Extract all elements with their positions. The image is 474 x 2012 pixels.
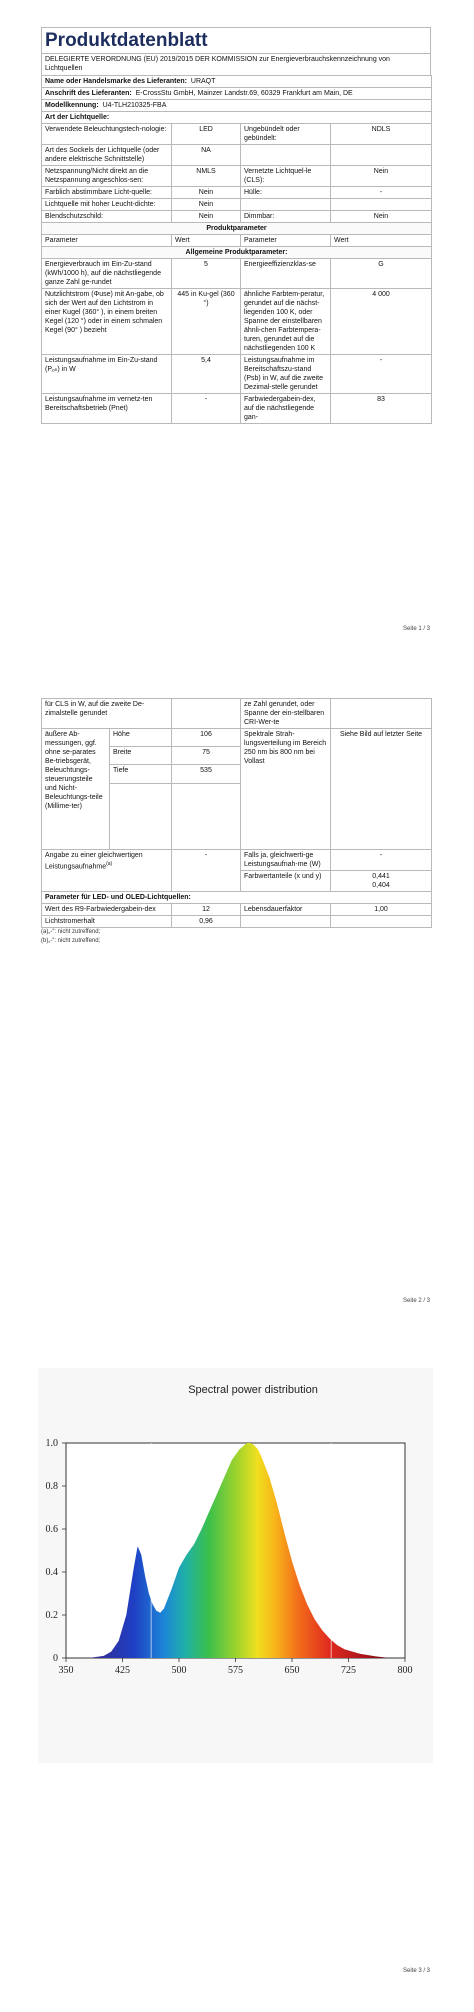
dimensions-label: äußere Ab-messungen, ggf. ohne se-parates Be-triebsgerät, Beleuchtungs-steuerungsteile und Nicht-Beleuchtungs-teile (Millime-ter) <box>42 729 110 850</box>
param-value: 12 <box>172 904 241 916</box>
address-value: E-CrossStu GmbH, Mainzer Landstr.69, 60329 Frankfurt am Main, DE <box>135 90 353 97</box>
type-label: Farblich abstimmbare Licht-quelle: <box>42 187 172 199</box>
type-value: NMLS <box>172 166 241 187</box>
param-label: ze Zahl gerundet, oder Spanne der ein-stellbaren CRI-Wer-te <box>241 699 331 729</box>
param-value: 4 000 <box>331 289 432 355</box>
datasheet-table-continued <box>41 698 432 928</box>
type-value: LED <box>172 124 241 145</box>
param-value: - <box>331 355 432 394</box>
type-label <box>241 145 331 166</box>
footnote: (b)„-“: nicht zutreffend; <box>41 938 101 944</box>
spectral-power-chart <box>38 1368 433 1763</box>
type-label: Ungebündelt oder gebündelt: <box>241 124 331 145</box>
param-label: Energieverbrauch im Ein-Zu-stand (kWh/1000 h), auf die nächstliegende ganze Zahl ge-rundet <box>42 259 172 289</box>
param-row <box>42 289 432 355</box>
param-label: Lebensdauerfaktor <box>241 904 331 916</box>
model-label: Modellkennung: <box>45 102 99 109</box>
model-value: U4-TLH210325-FBA <box>102 102 167 109</box>
supplier-label: Name oder Handelsmarke des Lieferanten: <box>45 78 187 85</box>
footnote: (a)„-“: nicht zutreffend; <box>41 929 101 935</box>
page-2 <box>0 650 474 1330</box>
type-label: Netzspannung/Nicht direkt an die Netzspannung angeschlos-sen: <box>42 166 172 187</box>
datasheet-page-1 <box>41 27 431 424</box>
dimension-row <box>42 729 432 747</box>
type-value: Nein <box>331 211 432 223</box>
page-1 <box>0 0 474 650</box>
x-tick-label: 725 <box>341 1665 356 1676</box>
x-tick-label: 350 <box>58 1665 74 1676</box>
param-label: Farbwiedergabein-dex, auf die nächstliegende gan- <box>241 394 331 424</box>
type-value <box>331 145 432 166</box>
led-params-header: Parameter für LED- und OLED-Lichtquellen: <box>42 892 432 904</box>
y-tick-label: 0.4 <box>45 1567 58 1578</box>
param-label: Wert des R9-Farbwiedergabein-dex <box>42 904 172 916</box>
page-number: Seite 2 / 3 <box>403 1298 431 1304</box>
type-label: Hülle: <box>241 187 331 199</box>
type-row <box>42 124 432 145</box>
datasheet-table <box>41 75 432 424</box>
address-row <box>42 88 432 100</box>
param-row <box>42 394 432 424</box>
dimension-key: Breite <box>110 747 172 765</box>
dimension-value: 106 <box>172 729 241 747</box>
page-number: Seite 1 / 3 <box>403 626 431 632</box>
param-row <box>42 259 432 289</box>
param-label <box>241 916 331 928</box>
param-row <box>42 904 432 916</box>
spectral-chart-image <box>38 1368 433 1763</box>
param-value <box>331 916 432 928</box>
x-tick-label: 500 <box>171 1665 187 1676</box>
type-row <box>42 211 432 223</box>
datasheet-page-2 <box>41 698 431 946</box>
equiv-power-label: Falls ja, gleichwerti-ge Leistungsaufnah-me (W) <box>241 850 331 871</box>
chroma-value: 0,441 0,404 <box>331 871 432 892</box>
page-number: Seite 3 / 3 <box>403 1968 431 1974</box>
type-value: NDLS <box>331 124 432 145</box>
param-label: Energieeffizienzklas-se <box>241 259 331 289</box>
params-header: Produktparameter <box>42 223 432 235</box>
type-label: Dimmbar: <box>241 211 331 223</box>
type-value: NA <box>172 145 241 166</box>
param-value: 1,00 <box>331 904 432 916</box>
col-value: Wert <box>331 235 432 247</box>
model-row <box>42 100 432 112</box>
x-tick-label: 800 <box>397 1665 413 1676</box>
y-tick-label: 1.0 <box>45 1438 58 1449</box>
spectral-value: Siehe Bild auf letzter Seite <box>331 729 432 850</box>
param-row <box>42 850 432 871</box>
param-value: - <box>172 394 241 424</box>
y-tick-label: 0.8 <box>45 1481 58 1492</box>
type-value: Nein <box>172 187 241 199</box>
type-label: Verwendete Beleuchtungstech-nologie: <box>42 124 172 145</box>
param-label: Leistungsaufnahme im Bereitschaftszu-stand (Psb) in W, auf die zweite Dezimal-stelle gerundet <box>241 355 331 394</box>
x-tick-label: 575 <box>228 1665 243 1676</box>
supplier-value: URAQT <box>190 78 216 85</box>
col-value: Wert <box>172 235 241 247</box>
param-label: Nutzlichtstrom (Φuse) mit An-gabe, ob sich der Wert auf den Lichtstrom in einer Kugel (360° ), in einem breiten Kegel (120 °) oder in einem schmalen Kegel (90° ) bezieht <box>42 289 172 355</box>
param-row <box>42 699 432 729</box>
address-label: Anschrift des Lieferanten: <box>45 90 132 97</box>
equiv-power-value: - <box>331 850 432 871</box>
spectral-label: Spektrale Strah-lungsverteilung im Bereich 250 nm bis 800 nm bei Vollast <box>241 729 331 850</box>
dimension-key: Tiefe <box>110 765 172 783</box>
document-subtitle: DELEGIERTE VERORDNUNG (EU) 2019/2015 DER KOMMISSION zur Energieverbrauchskennzeichnung von Lichtquellen <box>41 53 431 75</box>
equiv-value: - <box>172 850 241 892</box>
y-tick-label: 0.6 <box>45 1524 58 1535</box>
x-tick-label: 650 <box>284 1665 300 1676</box>
param-label: Leistungsaufnahme im Ein-Zu-stand (Pₒₙ) in W <box>42 355 172 394</box>
param-label: für CLS in W, auf die zweite De-zimalstelle gerundet <box>42 699 172 729</box>
param-label: ähnliche Farbtem-peratur, gerundet auf die nächst-liegenden 100 K, oder Spanne der einstellbaren ähnli-chen Farbtempera-turen, gerundet auf die nächstliegenden 100 K <box>241 289 331 355</box>
param-label: Leistungsaufnahme im vernetz-ten Bereitschaftsbetrieb (Pnet) <box>42 394 172 424</box>
type-header: Art der Lichtquelle: <box>42 112 432 124</box>
type-label: Lichtquelle mit hoher Leucht-dichte: <box>42 199 172 211</box>
param-value: 0,96 <box>172 916 241 928</box>
param-value: 5,4 <box>172 355 241 394</box>
type-label: Art des Sockels der Lichtquelle (oder andere elektrische Schnittstelle) <box>42 145 172 166</box>
chroma-label: Farbwertanteile (x und y) <box>241 871 331 892</box>
type-row <box>42 187 432 199</box>
type-value <box>331 199 432 211</box>
equiv-label: Angabe zu einer gleichwertigen Leistungsaufnahme$^{(a)}$ <box>42 850 172 892</box>
params-column-header-row <box>42 235 432 247</box>
type-value: Nein <box>172 211 241 223</box>
col-param: Parameter <box>42 235 172 247</box>
dimension-key: Höhe <box>110 729 172 747</box>
type-value: Nein <box>331 166 432 187</box>
param-row <box>42 916 432 928</box>
type-label: Vernetzte Lichtquel-le (CLS): <box>241 166 331 187</box>
supplier-row <box>42 76 432 88</box>
type-value: Nein <box>172 199 241 211</box>
dimension-value: 75 <box>172 747 241 765</box>
chart-title: Spectral power distribution <box>188 1384 318 1396</box>
type-row <box>42 166 432 187</box>
param-label: Lichtstromerhalt <box>42 916 172 928</box>
col-param: Parameter <box>241 235 331 247</box>
param-value: 5 <box>172 259 241 289</box>
y-tick-label: 0 <box>53 1653 58 1664</box>
general-params-header: Allgemeine Produktparameter: <box>42 247 432 259</box>
type-row <box>42 145 432 166</box>
type-row <box>42 199 432 211</box>
document-title: Produktdatenblatt <box>41 27 431 53</box>
type-value: - <box>331 187 432 199</box>
param-value: 445 in Ku-gel (360 °) <box>172 289 241 355</box>
type-label <box>241 199 331 211</box>
type-label: Blendschutzschild: <box>42 211 172 223</box>
param-value <box>331 699 432 729</box>
param-value: G <box>331 259 432 289</box>
param-row <box>42 355 432 394</box>
param-value: 83 <box>331 394 432 424</box>
param-value <box>172 699 241 729</box>
x-tick-label: 425 <box>115 1665 130 1676</box>
dimension-value: 535 <box>172 765 241 783</box>
y-tick-label: 0.2 <box>45 1610 58 1621</box>
